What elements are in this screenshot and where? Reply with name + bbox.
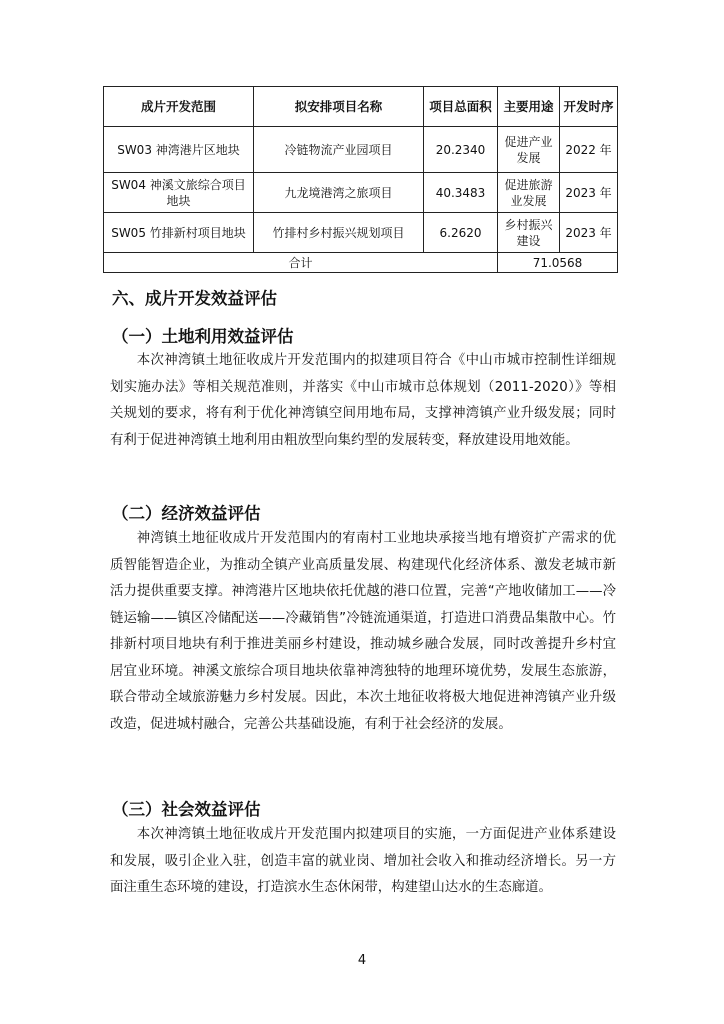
page-number: 4 [357, 953, 367, 968]
project-table [103, 86, 618, 273]
table-cell: SW04 神溪文旅综合项目地块 [104, 173, 254, 213]
table-cell: 40.3483 [424, 173, 498, 213]
table-cell: SW05 竹排新村项目地块 [104, 213, 254, 253]
header-cell: 主要用途 [498, 87, 560, 127]
header-cell: 开发时序 [560, 87, 618, 127]
table-cell: 2023 年 [560, 173, 618, 213]
table-cell: SW03 神湾港片区地块 [104, 127, 254, 173]
table-cell: 九龙境港湾之旅项目 [254, 173, 424, 213]
table-cell: 乡村振兴建设 [498, 213, 560, 253]
table-total-row [104, 253, 618, 273]
total-value: 71.0568 [498, 253, 618, 273]
table-row [104, 213, 618, 253]
table-cell: 2022 年 [560, 127, 618, 173]
table-header-row [104, 87, 618, 127]
table-cell: 竹排村乡村振兴规划项目 [254, 213, 424, 253]
header-cell: 成片开发范围 [104, 87, 254, 127]
table-cell: 6.2620 [424, 213, 498, 253]
table-cell: 2023 年 [560, 213, 618, 253]
table-row [104, 127, 618, 173]
section-title: 六、成片开发效益评估 [112, 289, 277, 308]
subsection-title-economic: （二）经济效益评估 [112, 504, 261, 523]
table-cell: 促进产业发展 [498, 127, 560, 173]
header-cell: 拟安排项目名称 [254, 87, 424, 127]
table-cell: 促进旅游业发展 [498, 173, 560, 213]
table-row [104, 173, 618, 213]
subsection-title-land: （一）土地利用效益评估 [112, 327, 294, 346]
subsection-title-social: （三）社会效益评估 [112, 800, 261, 819]
total-label: 合计 [104, 253, 498, 273]
paragraph-social: 本次神湾镇土地征收成片开发范围内拟建项目的实施，一方面促进产业体系建设和发展，吸引企业入驻，创造丰富的就业岗、增加社会收入和推动经济增长。另一方面注重生态环境的建设，打造滨水生态休闲带，构建望山达水的生态廊道。 [110, 827, 616, 895]
paragraph-economic: 神湾镇土地征收成片开发范围内的宥南村工业地块承接当地有增资扩产需求的优质智能智造企业，为推动全镇产业高质量发展、构建现代化经济体系、激发老城市新活力提供重要支撑。神湾港片区地块依托优越的港口位置，完善“产地收储加工——冷链运输——镇区冷储配送——冷藏销售”冷链流通渠道，打造进口消费品集散中心。竹排新村项目地块有利于推进美丽乡村建设，推动城乡融合发展，同时改善提升乡村宜居宜业环境。神溪文旅综合项目地块依靠神湾独特的地理环境优势，发展生态旅游，联合带动全域旅游魅力乡村发展。因此，本次土地征收将极大地促进神湾镇产业升级改造，促进城村融合，完善公共基础设施，有利于社会经济的发展。 [110, 531, 616, 732]
table-cell: 冷链物流产业园项目 [254, 127, 424, 173]
paragraph-land-use: 本次神湾镇土地征收成片开发范围内的拟建项目符合《中山市城市控制性详细规划实施办法》等相关规范准则，并落实《中山市城市总体规划（2011-2020）》等相关规划的要求，将有利于优化神湾镇空间用地布局，支撑神湾镇产业升级发展；同时有利于促进神湾镇土地利用由粗放型向集约型的发展转变，释放建设用地效能。 [110, 353, 616, 448]
header-cell: 项目总面积 [424, 87, 498, 127]
table-cell: 20.2340 [424, 127, 498, 173]
